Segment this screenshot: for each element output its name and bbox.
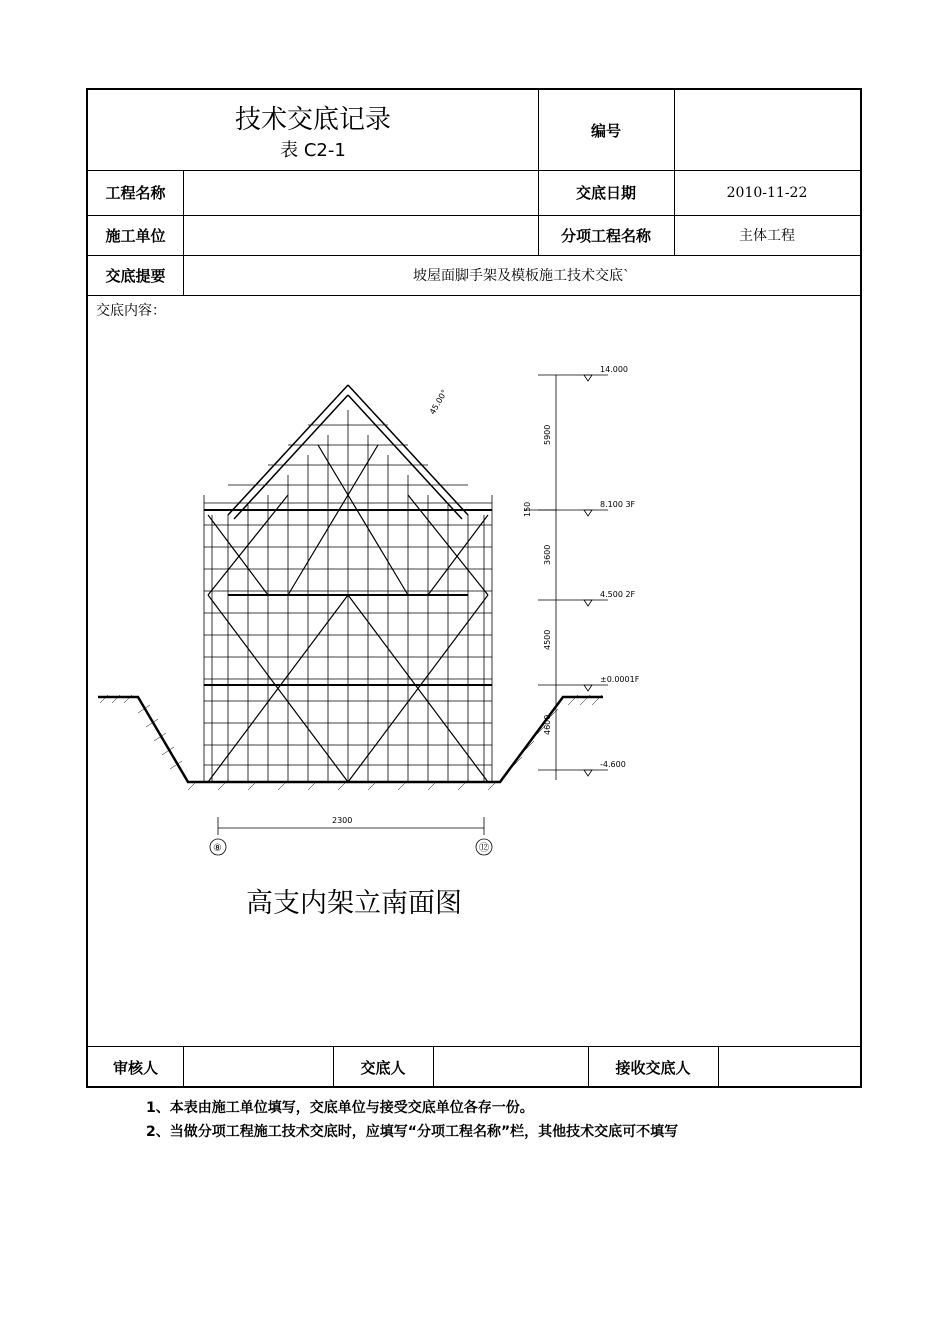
elevation-label: 4.500 2F	[600, 590, 636, 599]
axis-marker-left: ⑧	[213, 843, 222, 854]
footnote: 1、本表由施工单位填写，交底单位与接受交底单位各存一份。	[146, 1100, 534, 1116]
number-field[interactable]	[674, 90, 860, 170]
content-label: 交底内容：	[96, 303, 166, 319]
receiver-field[interactable]	[718, 1046, 860, 1088]
dimension-label: 4600	[543, 714, 552, 735]
axis-marker-right: ⑫	[479, 843, 489, 854]
date-label: 交底日期	[575, 184, 636, 202]
dimension-label: 150	[523, 501, 532, 517]
contractor-label: 施工单位	[105, 226, 166, 245]
form-title: 技术交底记录	[234, 104, 391, 135]
discloser-field[interactable]	[433, 1046, 588, 1088]
subproject-field[interactable]: 主体工程	[739, 228, 795, 244]
drawing-caption: 高支内架立南面图	[246, 888, 462, 919]
disclosure-form	[86, 88, 862, 1088]
form-title-block	[88, 90, 538, 170]
summary-field[interactable]: 坡屋面脚手架及模板施工技术交底`	[413, 268, 630, 284]
receiver-label: 接收交底人	[615, 1058, 691, 1077]
project-name-label: 工程名称	[105, 184, 166, 202]
dimension-label: 4500	[543, 629, 552, 650]
summary-label: 交底提要	[105, 266, 166, 285]
subproject-label: 分项工程名称	[560, 226, 651, 245]
dimension-label: 3600	[543, 544, 552, 565]
soil-hatch	[100, 695, 602, 769]
discloser-label: 交底人	[360, 1058, 406, 1077]
reviewer-label: 审核人	[112, 1058, 158, 1077]
slope-label: 45.00°	[427, 388, 450, 416]
elevation-label: 14.000	[600, 365, 628, 374]
form-code: 表 C2-1	[280, 139, 346, 161]
footnote: 2、当做分项工程施工技术交底时，应填写“分项工程名称”栏，其他技术交底可不填写	[146, 1124, 679, 1140]
scaffold-elevation-drawing	[88, 295, 860, 1046]
contractor-field[interactable]	[183, 215, 538, 255]
elevation-label: -4.600	[600, 760, 626, 769]
elevation-dimension-line	[524, 375, 608, 780]
project-name-field[interactable]	[183, 170, 538, 215]
number-label: 编号	[590, 121, 621, 140]
elevation-label: ±0.0001F	[600, 675, 640, 684]
elevation-label: 8.100 3F	[600, 500, 636, 509]
dimension-label: 5900	[543, 424, 552, 445]
excavation-profile	[98, 697, 603, 782]
date-field[interactable]: 2010-11-22	[726, 184, 808, 201]
reviewer-field[interactable]	[183, 1046, 333, 1088]
span-dimension-label: 2300	[332, 816, 353, 825]
